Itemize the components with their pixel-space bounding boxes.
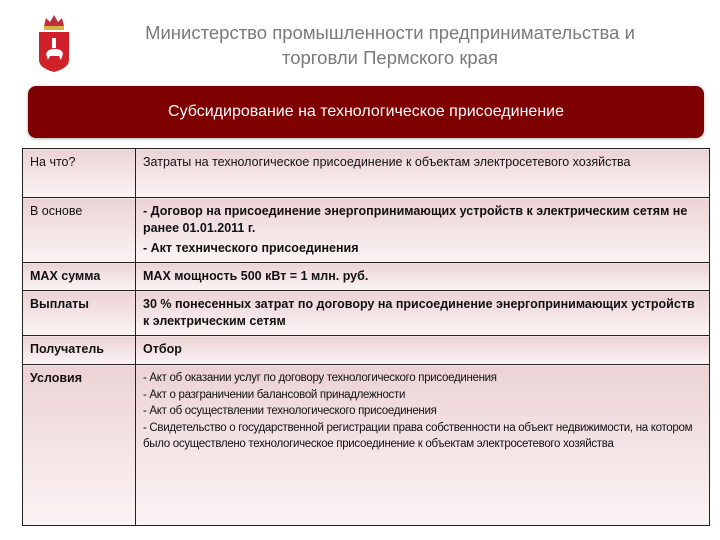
table-row <box>23 291 710 336</box>
row-label: На что? <box>23 149 136 198</box>
value-line: Затраты на технологическое присоединение к объектам электросетевого хозяйства <box>143 155 631 169</box>
row-value <box>136 291 710 336</box>
row-value <box>136 263 710 291</box>
table-row <box>23 263 710 291</box>
table-row <box>23 365 710 526</box>
value-line: - Акт об оказании услуг по договору технологического присоединения <box>143 372 497 384</box>
row-label: Получатель <box>23 336 136 365</box>
value-line: - Акт об осуществлении технологического присоединения <box>143 405 437 417</box>
slide-title-banner <box>28 86 704 138</box>
value-line: Отбор <box>143 342 182 356</box>
header-line-1: Министерство промышленности предпринимательства и <box>145 22 635 43</box>
value-line: - Договор на присоединение энергопринимающих устройств к электрическим сетям не ранее 01.01.2011 г. <box>143 204 688 235</box>
ministry-header <box>90 20 690 70</box>
row-label: Выплаты <box>23 291 136 336</box>
perm-krai-emblem-icon <box>36 12 72 74</box>
row-value <box>136 336 710 365</box>
subsidy-table <box>22 148 710 526</box>
header-line-2: торговли Пермского края <box>281 47 499 68</box>
value-line: - Свидетельство о государственной регистрации права собственности на объект недвижимости, на котором было осуществлено технологическое присоединение к объектам электросетевого хозяйства <box>143 421 693 450</box>
row-label: Условия <box>23 365 136 526</box>
row-value <box>136 149 710 198</box>
row-label: В основе <box>23 198 136 263</box>
table-row <box>23 336 710 365</box>
value-line: - Акт о разграничении балансовой принадлежности <box>143 388 406 401</box>
table-row <box>23 198 710 263</box>
table-row <box>23 149 710 198</box>
value-line: 30 % понесенных затрат по договору на присоединение энергопринимающих устройств к электрическим сетям <box>143 297 695 328</box>
slide-title: Субсидирование на технологическое присоединение <box>168 103 564 120</box>
row-value <box>136 198 710 263</box>
row-value <box>136 365 710 526</box>
row-label: МАХ сумма <box>23 263 136 291</box>
value-line: - Акт технического присоединения <box>143 241 359 255</box>
value-line: МАХ мощность 500 кВт = 1 млн. руб. <box>143 269 369 283</box>
